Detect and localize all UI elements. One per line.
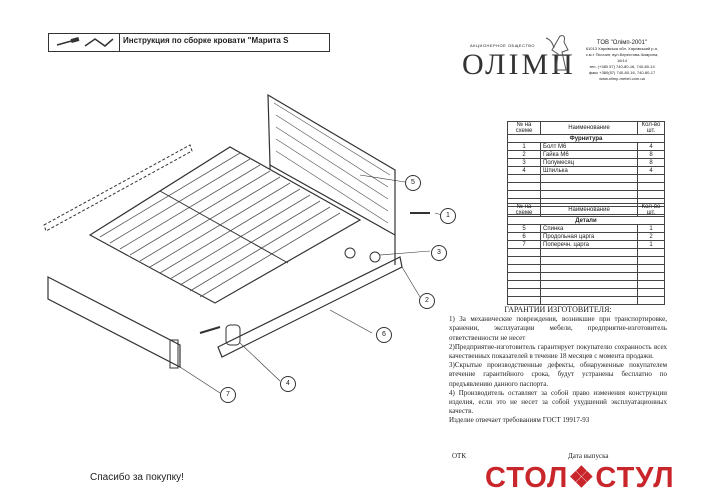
warranty-clause-1: 1) За механические повреждения, возникшие при транспортировке, хранении, эксплуатации мебели, предприятие-изготовитель ответственности не несет — [449, 315, 667, 342]
bed-assembly-diagram — [30, 85, 460, 475]
col-number: № на схеме — [508, 204, 541, 217]
cell-number: 6 — [508, 233, 541, 241]
cell-number: 7 — [508, 241, 541, 249]
table-row-empty — [508, 281, 665, 289]
col-number: № на схеме — [508, 122, 541, 135]
table-row — [508, 167, 665, 175]
table-row — [508, 151, 665, 159]
warranty-title: ГАРАНТИИ ИЗГОТОВИТЕЛЯ: — [504, 305, 612, 314]
warranty-clause-2: 2)Предприятие-изготовитель гарантирует покупателю сохранность всех качественных показателей в течение 18 месяцев с момента продажи. — [449, 342, 667, 361]
thanks-text: Спасибо за покупку! — [90, 472, 184, 483]
otk-label: ОТК — [452, 452, 466, 460]
cell-name: Шпилька — [541, 167, 638, 175]
cell-qty: 4 — [638, 167, 665, 175]
cell-name: Болт М6 — [541, 143, 638, 151]
table-row-empty — [508, 289, 665, 297]
cell-qty: 1 — [638, 225, 665, 233]
instruction-header — [48, 33, 330, 52]
table-row — [508, 143, 665, 151]
table-row-empty — [508, 249, 665, 257]
hardware-table — [507, 121, 665, 215]
warranty-standard: Изделие отвечает требованиям ГОСТ 19917-93 — [449, 416, 590, 425]
table-row — [508, 241, 665, 249]
table-section-hardware: Фурнитура — [508, 135, 665, 143]
cell-qty: 8 — [638, 151, 665, 159]
company-info — [582, 40, 662, 82]
callout-4: 4 — [280, 376, 296, 392]
table-row — [508, 233, 665, 241]
warranty-section — [449, 305, 667, 426]
company-phone: тел. (+380 57) 740-80-16, 740-80-14 — [589, 64, 655, 69]
cell-number: 5 — [508, 225, 541, 233]
table-row-empty — [508, 183, 665, 191]
warranty-clause-3: 3)Скрытые производственные дефекты, обнаруженные покупателем втечение гарантийного срока, будут устранены бесплатно по предъявлению данного паспорта. — [449, 361, 667, 388]
logo-figure-icon — [540, 30, 582, 80]
cell-number: 2 — [508, 151, 541, 159]
instruction-title: Инструкция по сборке кровати "Марита S — [123, 36, 289, 45]
callout-3: 3 — [431, 245, 447, 261]
table-row-empty — [508, 297, 665, 305]
table-row-empty — [508, 265, 665, 273]
table-row-empty — [508, 175, 665, 183]
cell-name: Поперечн. царга — [541, 241, 638, 249]
cell-name: Продольная царга — [541, 233, 638, 241]
callout-5: 5 — [405, 175, 421, 191]
company-address-1: 61013 Харківська обл. Харківський р-н, — [585, 46, 659, 51]
company-name: ТОВ "Олімп-2001" — [596, 40, 648, 46]
parts-table — [507, 203, 665, 305]
table-row-empty — [508, 257, 665, 265]
callout-7: 7 — [220, 387, 236, 403]
brand-watermark: СТОЛ❖СТУЛ — [485, 462, 675, 494]
table-row — [508, 225, 665, 233]
cell-qty: 8 — [638, 159, 665, 167]
col-qty: Кол-во шт. — [638, 204, 665, 217]
cell-name: Спинка — [541, 225, 638, 233]
table-row — [508, 159, 665, 167]
cell-name: Полумесяц — [541, 159, 638, 167]
callout-6: 6 — [376, 327, 392, 343]
col-name: Наименование — [541, 204, 638, 217]
company-fax: факс +380(57) 740-80-16, 740-80-17 — [588, 70, 656, 75]
company-logo: ОЛІМП — [462, 48, 576, 81]
company-website: www.olimp-mebel.com.ua — [599, 76, 645, 81]
cell-number: 1 — [508, 143, 541, 151]
cell-qty: 2 — [638, 233, 665, 241]
callout-2: 2 — [419, 293, 435, 309]
table-row-empty — [508, 191, 665, 199]
table-header-row — [508, 122, 665, 135]
col-qty: Кол-во шт. — [638, 122, 665, 135]
col-name: Наименование — [541, 122, 638, 135]
tools-icon — [49, 34, 120, 51]
table-header-row — [508, 204, 665, 217]
warranty-clause-4: 4) Производитель оставляет за собой право изменения конструкции изделия, если это не несет за собой ухудшений эксплуатационных качеств. — [449, 388, 667, 416]
cell-number: 3 — [508, 159, 541, 167]
logo-tagline: АКЦИОНЕРНОЕ ОБЩЕСТВО — [470, 43, 535, 48]
table-row-empty — [508, 273, 665, 281]
cell-number: 4 — [508, 167, 541, 175]
table-section-parts: Детали — [508, 217, 665, 225]
cell-name: Гайка М6 — [541, 151, 638, 159]
callout-1: 1 — [440, 208, 456, 224]
cell-qty: 4 — [638, 143, 665, 151]
cell-qty: 1 — [638, 241, 665, 249]
release-date-label: Дата выпуска — [568, 452, 609, 460]
company-address-2: с.м.т Пісочин, вул.Берестова-Чимрина, 16/14 — [585, 52, 659, 63]
